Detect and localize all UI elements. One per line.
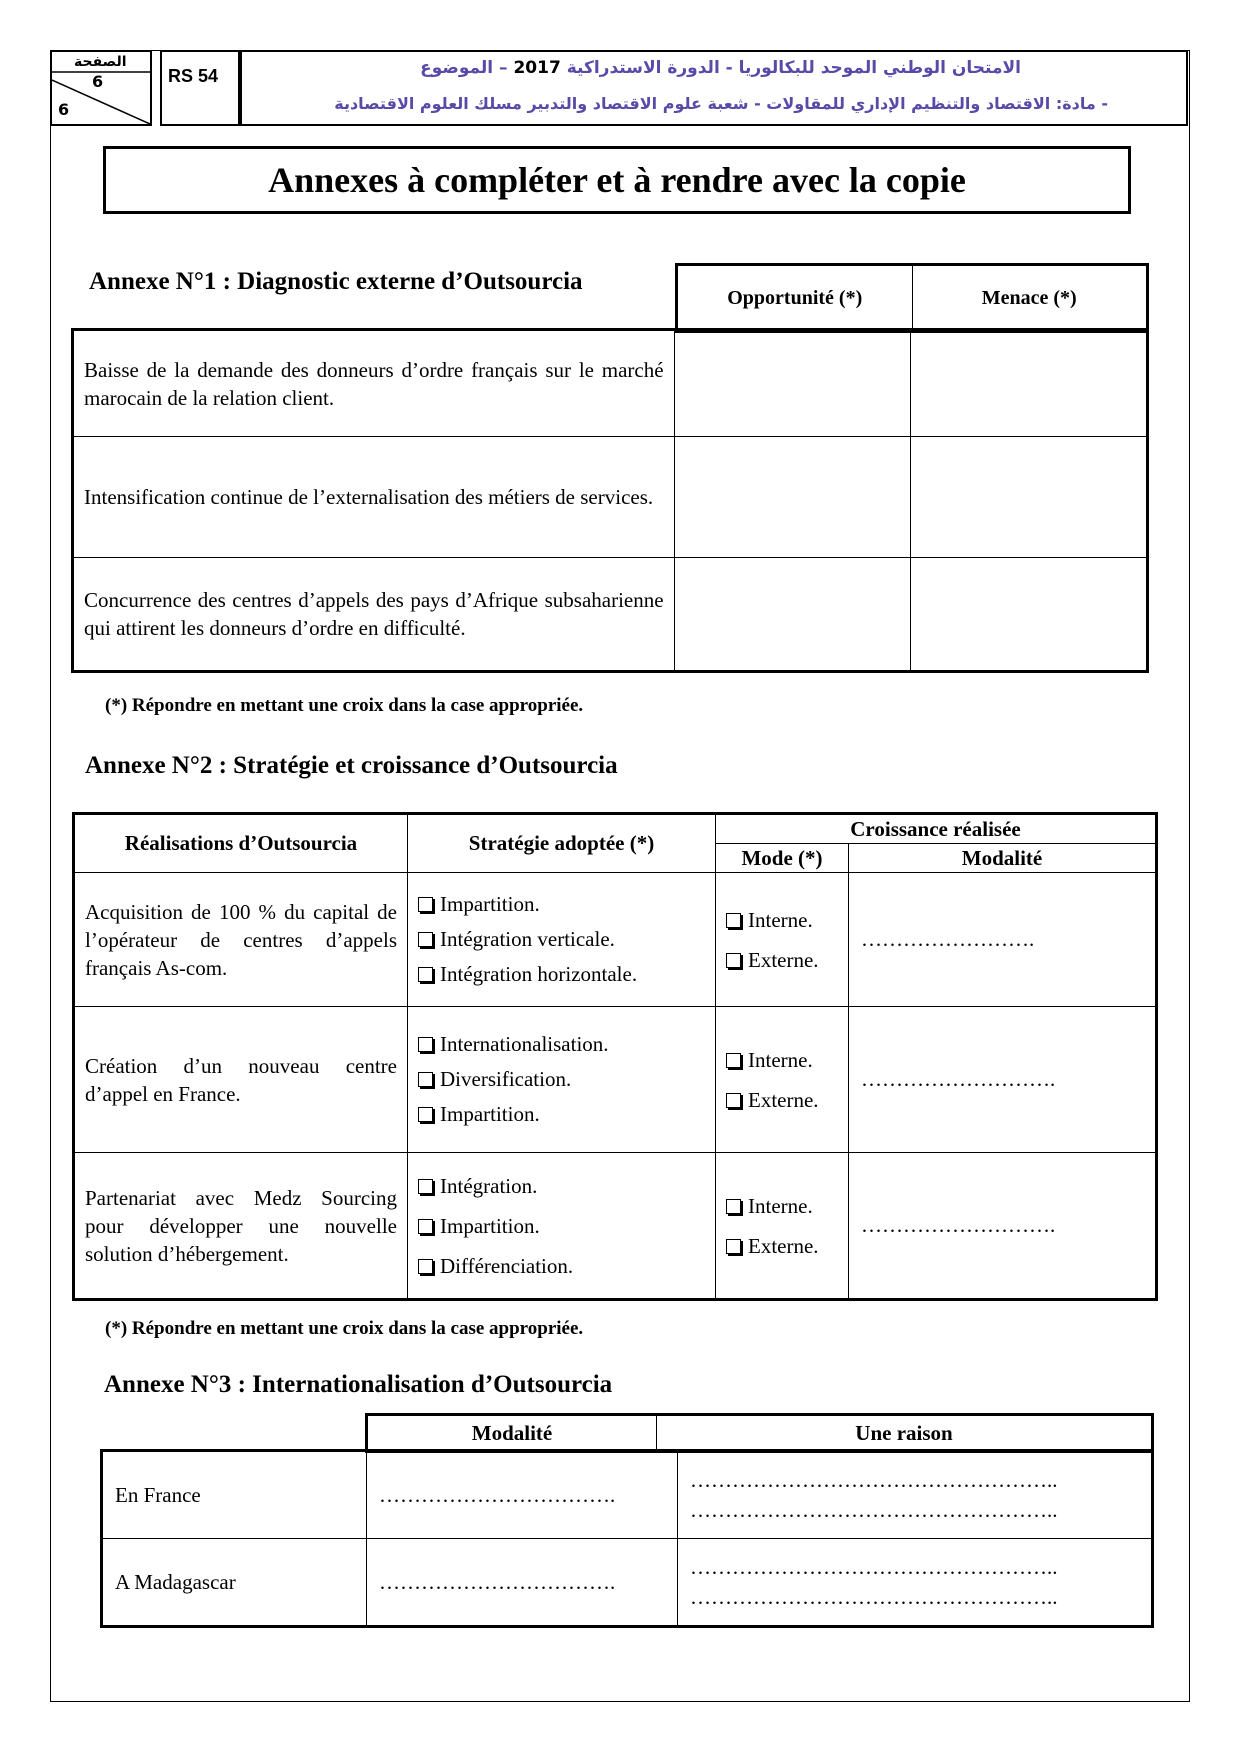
annex3-reason-field[interactable] bbox=[678, 1539, 1152, 1626]
checkbox-icon[interactable] bbox=[418, 1107, 433, 1122]
page-total: 6 bbox=[58, 100, 70, 119]
strategy-option[interactable] bbox=[418, 1097, 705, 1132]
annex2-mode-options bbox=[716, 873, 849, 1007]
annex1-note: (*) Répondre en mettant une croix dans la case appropriée. bbox=[105, 695, 584, 716]
header-subject-label: – الموضوع bbox=[420, 58, 508, 78]
mode-option[interactable] bbox=[726, 1226, 838, 1266]
strategy-option[interactable] bbox=[418, 957, 705, 992]
annex2-col-modality: Modalité bbox=[849, 844, 1156, 873]
annex3-modality-field[interactable]: ……………………………. bbox=[367, 1539, 678, 1626]
checkbox-icon[interactable] bbox=[726, 913, 741, 928]
annex1-title: Annexe N°1 : Diagnostic externe d’Outsourcia bbox=[89, 268, 583, 295]
option-label: Interne. bbox=[748, 1193, 813, 1218]
annex1-header-table bbox=[677, 265, 1147, 331]
annex2-title: Annexe N°2 : Stratégie et croissance d’Outsourcia bbox=[85, 752, 618, 779]
annex1-col-threat: Menace (*) bbox=[912, 266, 1147, 331]
table-row bbox=[74, 331, 1147, 437]
header-line-2: - مادة: الاقتصاد والتنظيم الإداري للمقاولات - شعبة علوم الاقتصاد والتدبير مسلك العلوم الاقتصادية bbox=[334, 94, 1108, 113]
strategy-option[interactable] bbox=[418, 1062, 705, 1097]
header-exam-name: الامتحان الوطني الموحد للبكالوريا - الدورة الاستدراكية bbox=[566, 58, 1021, 78]
page-label: الصفحة bbox=[74, 54, 127, 70]
annex1-threat-cell[interactable] bbox=[910, 437, 1146, 558]
annex1-opportunity-cell[interactable] bbox=[674, 331, 910, 437]
option-label: Interne. bbox=[748, 1047, 813, 1072]
table-row bbox=[75, 1007, 1156, 1153]
strategy-option[interactable] bbox=[418, 1246, 705, 1286]
annex3-reason-field[interactable] bbox=[678, 1452, 1152, 1539]
checkbox-icon[interactable] bbox=[418, 1037, 433, 1052]
annex2-modality-field[interactable]: ……………………. bbox=[849, 873, 1156, 1007]
annex3-row-label: En France bbox=[103, 1452, 367, 1539]
mode-option[interactable] bbox=[726, 1186, 838, 1226]
checkbox-icon[interactable] bbox=[418, 1259, 433, 1274]
checkbox-icon[interactable] bbox=[418, 1219, 433, 1234]
strategy-option[interactable] bbox=[418, 887, 705, 922]
annex2-col-growth: Croissance réalisée bbox=[716, 815, 1156, 844]
option-label: Externe. bbox=[748, 947, 819, 972]
table-row bbox=[74, 558, 1147, 671]
annex3-col-reason: Une raison bbox=[657, 1416, 1152, 1451]
annex3-col-modality: Modalité bbox=[368, 1416, 657, 1451]
exam-header bbox=[240, 50, 1188, 126]
annex2-col-strategy: Stratégie adoptée (*) bbox=[408, 815, 716, 873]
annex2-realisation: Acquisition de 100 % du capital de l’opérateur de centres d’appels français As-com. bbox=[75, 873, 408, 1007]
checkbox-icon[interactable] bbox=[418, 1072, 433, 1087]
option-label: Impartition. bbox=[440, 1213, 540, 1238]
page-title: Annexes à compléter et à rendre avec la copie bbox=[103, 146, 1131, 214]
header-line-1 bbox=[420, 58, 1021, 78]
annex1-threat-cell[interactable] bbox=[910, 558, 1146, 671]
annex1-table bbox=[73, 330, 1147, 671]
reason-line: …………………………………………….. bbox=[690, 1498, 1058, 1522]
reason-line: …………………………………………….. bbox=[690, 1585, 1058, 1609]
annex2-table bbox=[74, 814, 1156, 1299]
option-label: Diversification. bbox=[440, 1067, 572, 1091]
annex1-opportunity-cell[interactable] bbox=[674, 437, 910, 558]
checkbox-icon[interactable] bbox=[418, 932, 433, 947]
page-number: 6 bbox=[92, 72, 104, 91]
annex1-row-text: Intensification continue de l’externalisation des métiers de services. bbox=[74, 437, 675, 558]
option-label: Intégration. bbox=[440, 1173, 538, 1198]
strategy-option[interactable] bbox=[418, 1027, 705, 1062]
mode-option[interactable] bbox=[726, 1080, 838, 1120]
reason-line: …………………………………………….. bbox=[690, 1555, 1058, 1579]
annex2-strategy-options bbox=[408, 1007, 716, 1153]
annex2-mode-options bbox=[716, 1153, 849, 1299]
checkbox-icon[interactable] bbox=[726, 1093, 741, 1108]
option-label: Externe. bbox=[748, 1233, 819, 1258]
annex2-realisation: Partenariat avec Medz Sourcing pour développer une nouvelle solution d’hébergement. bbox=[75, 1153, 408, 1299]
option-label: Intégration horizontale. bbox=[440, 962, 638, 986]
annex1-row-text: Baisse de la demande des donneurs d’ordre français sur le marché marocain de la relation client. bbox=[74, 331, 675, 437]
checkbox-icon[interactable] bbox=[726, 1199, 741, 1214]
table-row bbox=[103, 1539, 1152, 1626]
checkbox-icon[interactable] bbox=[418, 897, 433, 912]
strategy-option[interactable] bbox=[418, 1166, 705, 1206]
mode-option[interactable] bbox=[726, 1040, 838, 1080]
option-label: Impartition. bbox=[440, 1102, 540, 1126]
annex1-row-text: Concurrence des centres d’appels des pays d’Afrique subsaharienne qui attirent les donneurs d’ordre en difficulté. bbox=[74, 558, 675, 671]
annex3-header-table bbox=[367, 1415, 1152, 1451]
reason-line: …………………………………………….. bbox=[690, 1468, 1058, 1492]
table-row bbox=[103, 1452, 1152, 1539]
table-row bbox=[75, 1153, 1156, 1299]
strategy-option[interactable] bbox=[418, 1206, 705, 1246]
mode-option[interactable] bbox=[726, 900, 838, 940]
exam-code: RS 54 bbox=[160, 50, 240, 126]
annex2-strategy-options bbox=[408, 873, 716, 1007]
checkbox-icon[interactable] bbox=[726, 1239, 741, 1254]
option-label: Différenciation. bbox=[440, 1253, 574, 1278]
mode-option[interactable] bbox=[726, 940, 838, 980]
table-row bbox=[75, 873, 1156, 1007]
strategy-option[interactable] bbox=[418, 922, 705, 957]
annex1-opportunity-cell[interactable] bbox=[674, 558, 910, 671]
annex2-realisation: Création d’un nouveau centre d’appel en France. bbox=[75, 1007, 408, 1153]
page-number-box bbox=[50, 50, 152, 126]
header-year: 2017 bbox=[513, 58, 561, 78]
annex2-mode-options bbox=[716, 1007, 849, 1153]
option-label: Intégration verticale. bbox=[440, 927, 615, 951]
annex1-threat-cell[interactable] bbox=[910, 331, 1146, 437]
annex2-col-realisations: Réalisations d’Outsourcia bbox=[75, 815, 408, 873]
annex2-strategy-options bbox=[408, 1153, 716, 1299]
annex3-row-label: A Madagascar bbox=[103, 1539, 367, 1626]
annex2-modality-field[interactable]: ………………………. bbox=[849, 1007, 1156, 1153]
option-label: Internationalisation. bbox=[440, 1032, 609, 1056]
option-label: Externe. bbox=[748, 1087, 819, 1112]
annex2-col-mode: Mode (*) bbox=[716, 844, 849, 873]
option-label: Impartition. bbox=[440, 892, 540, 916]
annex3-table bbox=[102, 1451, 1152, 1626]
checkbox-icon[interactable] bbox=[726, 953, 741, 968]
annex3-title: Annexe N°3 : Internationalisation d’Outsourcia bbox=[104, 1371, 613, 1398]
table-row bbox=[74, 437, 1147, 558]
option-label: Interne. bbox=[748, 907, 813, 932]
checkbox-icon[interactable] bbox=[418, 1179, 433, 1194]
checkbox-icon[interactable] bbox=[418, 967, 433, 982]
annex1-col-opportunity: Opportunité (*) bbox=[678, 266, 913, 331]
annex2-note: (*) Répondre en mettant une croix dans la case appropriée. bbox=[105, 1318, 584, 1339]
annex2-modality-field[interactable]: ………………………. bbox=[849, 1153, 1156, 1299]
checkbox-icon[interactable] bbox=[726, 1053, 741, 1068]
annex3-modality-field[interactable]: ……………………………. bbox=[367, 1452, 678, 1539]
